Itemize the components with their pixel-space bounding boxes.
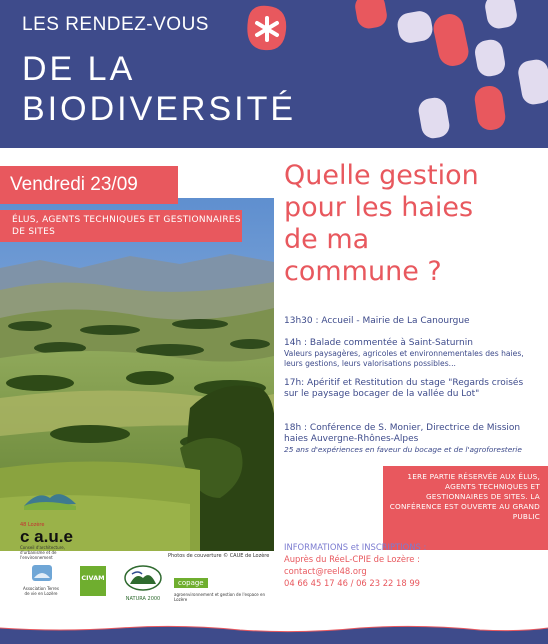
- program-item: [284, 423, 524, 455]
- header-title-line1: DE LA: [22, 50, 136, 88]
- program-item: [284, 316, 524, 327]
- caue-top: 48 Lozère: [20, 522, 45, 528]
- caue-logo: [20, 522, 90, 558]
- audience-label: ÉLUS, AGENTS TECHNIQUES ET GESTIONNAIRES DE SITES: [0, 210, 242, 242]
- title-line: Quelle gestion: [284, 160, 479, 191]
- header-banner: [0, 0, 548, 148]
- event-date-banner: Vendredi 23/09: [0, 166, 178, 204]
- photo-credit: Photos de couverture © CAUE de Lozère: [168, 553, 270, 559]
- copage-sub: agroenvironnement et gestion de l'espace en Lozère: [174, 592, 265, 602]
- copage-logo: [174, 570, 274, 602]
- community-logo: [20, 484, 80, 514]
- natura-logo: [122, 564, 164, 600]
- info-label: INFORMATIONS et INSCRIPTIONS :: [284, 542, 427, 552]
- copage-name: copage: [174, 578, 208, 588]
- contact-phones: 04 66 45 17 46 / 06 23 22 18 99: [284, 578, 421, 588]
- title-line: commune ?: [284, 256, 442, 287]
- header-title-line2: BIODIVERSITÉ: [22, 90, 297, 128]
- header-subtitle: LES RENDEZ-VOUS: [22, 14, 209, 35]
- caue-sub: Conseil d'architecture, d'urbanisme et de l'environnement: [20, 545, 65, 560]
- program-item-details: 25 ans d'expériences en faveur du bocage et de l'agroforesterie: [284, 445, 522, 454]
- program-item-details: Valeurs paysagères, agricoles et environnementales des haies, leurs gestions, leurs valorisations possibles...: [284, 349, 524, 368]
- contact-email-link[interactable]: contact@reel48.org: [284, 566, 367, 576]
- program-item-title: 18h : Conférence de S. Monier, Directrice de Mission haies Auvergne-Rhônes-Alpes: [284, 423, 521, 444]
- footer-wave: [0, 622, 548, 644]
- asterisk-icon: [247, 6, 286, 50]
- asso-sub: Association Terres de vie en Lozère: [23, 586, 59, 596]
- caue-name: c a.u.e: [20, 527, 73, 546]
- program-item-title: 17h: Apéritif et Restitution du stage "Regards croisés sur le paysage bocager de la vallée du Lot": [284, 378, 524, 399]
- title-line: pour les haies: [284, 192, 474, 223]
- program-item-title: 14h : Balade commentée à Saint-Saturnin: [284, 338, 473, 348]
- decorative-shapes: [240, 0, 548, 148]
- association-logo: [20, 564, 62, 600]
- audience-notice: 1ERE PARTIE RÉSERVÉE AUX ÉLUS, AGENTS TECHNIQUES ET GESTIONNAIRES DE SITES. LA CONFÉRENCE EST OUVERTE AU GRAND PUBLIC: [383, 466, 548, 550]
- civam-name: CIVAM: [81, 574, 105, 582]
- civam-logo: [80, 566, 106, 596]
- title-line: de ma: [284, 224, 370, 255]
- event-title: [284, 160, 534, 288]
- info-organization: Auprès du RéeL-CPIE de Lozère :: [284, 554, 420, 564]
- program-item: [284, 338, 524, 369]
- contact-info: [284, 541, 426, 589]
- program-item: [284, 378, 524, 400]
- program-item-title: 13h30 : Accueil - Mairie de La Canourgue: [284, 316, 470, 326]
- natura-name: NATURA 2000: [125, 596, 161, 602]
